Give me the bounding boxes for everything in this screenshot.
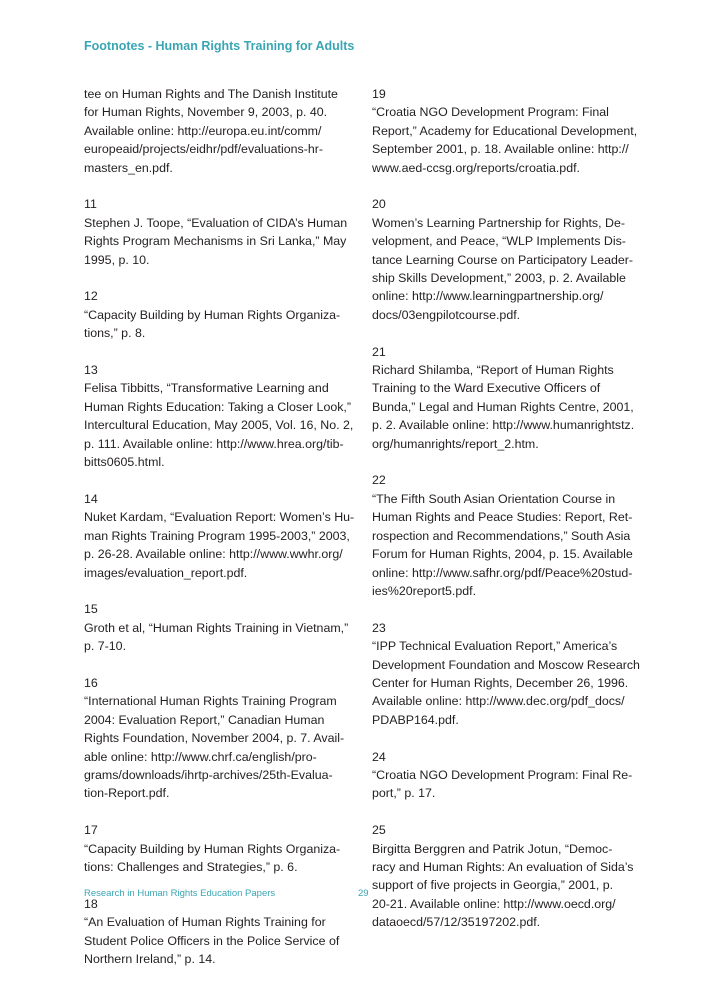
footnote-line: Student Police Officers in the Police Service of [84,933,340,948]
footnote-line: 2004: Evaluation Report,” Canadian Human [84,712,325,727]
footnote-line: tion-Report.pdf. [84,786,170,801]
footnote-line: tions,” p. 8. [84,326,146,341]
footnote-entry [84,361,354,471]
footnote-line: online: http://www.learningpartnership.org/ [372,289,604,304]
footnote-line: 13 [84,363,98,378]
footnote-entry [84,674,354,803]
footnote-line: Nuket Kardam, “Evaluation Report: Women’s Hu- [84,510,355,525]
footnote-entry [372,748,642,803]
footnote-line: 20 [372,197,386,212]
footnote-line: www.aed-ccsg.org/reports/croatia.pdf. [372,160,580,175]
footnote-line: Development Foundation and Moscow Research [372,657,640,672]
footnote-entry [84,490,354,582]
footnote-entry [84,600,354,655]
footnote-line: 19 [372,87,386,101]
footnote-line: support of five projects in Georgia,” 2001, p. [372,878,614,893]
footnote-line: Human Rights Education: Taking a Closer Look,” [84,399,351,414]
footnote-line: 24 [372,749,386,764]
footnote-entry [372,343,642,453]
footnote-line: 16 [84,675,98,690]
footnote-entry [372,195,642,324]
footnote-line: “An Evaluation of Human Rights Training for [84,915,326,930]
footnote-entry [84,85,354,177]
footnote-entry [372,471,642,600]
footnote-line: ship Skills Development,” 2003, p. 2. Available [372,271,626,286]
footnote-line: p. 2. Available online: http://www.humanrightstz. [372,418,635,433]
footnote-line: 12 [84,289,98,304]
footnote-line: bitts0605.html. [84,455,165,470]
page-header-title: Footnotes - Human Rights Training for Adults [84,39,355,53]
footnote-line: tions: Challenges and Strategies,” p. 6. [84,859,298,874]
footnote-entry [372,821,642,931]
footnote-line: “Croatia NGO Development Program: Final Re- [372,767,633,782]
footnote-line: Groth et al, “Human Rights Training in Vietnam,” [84,620,349,635]
footnote-line: Felisa Tibbitts, “Transformative Learning and [84,381,329,396]
footnote-line: Rights Foundation, November 2004, p. 7. Avail- [84,731,345,746]
footnote-line: grams/downloads/ihrtp-archives/25th-Evalua- [84,767,333,782]
footnote-line: “The Fifth South Asian Orientation Course in [372,491,616,506]
footnote-line: Available online: http://europa.eu.int/comm/ [84,123,322,138]
footnote-entry [84,287,354,342]
footnote-line: Richard Shilamba, “Report of Human Rights [372,363,614,378]
footnotes-right-column [372,85,642,950]
footnote-line: “Croatia NGO Development Program: Final [372,105,609,120]
footnote-entry [84,895,354,969]
footnote-line: able online: http://www.chrf.ca/english/pro- [84,749,317,764]
footnote-line: 20-21. Available online: http://www.oecd.org/ [372,896,616,911]
footnote-line: 21 [372,344,386,359]
footnote-entry [84,195,354,269]
footnote-line: “IPP Technical Evaluation Report,” America’s [372,639,618,654]
footnote-line: 11 [84,197,97,212]
footnote-line: velopment, and Peace, “WLP Implements Dis- [372,234,626,249]
footnote-line: 25 [372,823,386,838]
footnote-line: Available online: http://www.dec.org/pdf_docs/ [372,694,625,709]
footnote-line: tance Learning Course on Participatory Leader- [372,252,634,267]
footnote-line: p. 111. Available online: http://www.hrea.org/tib- [84,436,344,451]
footnote-line: Forum for Human Rights, 2004, p. 15. Available [372,547,633,562]
footnote-line: Center for Human Rights, December 26, 1996. [372,675,629,690]
footnote-line: 14 [84,491,98,506]
footnote-line: 1995, p. 10. [84,252,150,267]
footnote-line: ies%20report5.pdf. [372,583,477,598]
footnote-line: for Human Rights, November 9, 2003, p. 40. [84,105,328,120]
footnote-line: Birgitta Berggren and Patrik Jotun, “Democ- [372,841,613,856]
footnote-line: europeaid/projects/eidhr/pdf/evaluations-hr- [84,142,324,157]
footnote-line: 15 [84,602,98,617]
footnote-entry [372,619,642,729]
footnote-line: rospection and Recommendations,” South Asia [372,528,631,543]
footer-series-title: Research in Human Rights Education Papers [84,888,276,899]
footnote-line: Women’s Learning Partnership for Rights, De- [372,215,625,230]
footnote-line: dataoecd/57/12/35197202.pdf. [372,915,541,930]
footnote-line: p. 26-28. Available online: http://www.wwhr.org/ [84,547,343,562]
footnote-line: “Capacity Building by Human Rights Organiza- [84,307,341,322]
footnote-line: docs/03engpilotcourse.pdf. [372,307,521,322]
footnote-line: org/humanrights/report_2.htm. [372,436,539,451]
footnote-line: Intercultural Education, May 2005, Vol. 16, No. 2, [84,418,354,433]
footnote-line: Rights Program Mechanisms in Sri Lanka,” May [84,234,347,249]
footnote-line: Bunda,” Legal and Human Rights Centre, 2001, [372,399,634,414]
footnote-line: online: http://www.safhr.org/pdf/Peace%20stud- [372,565,633,580]
footnote-line: 22 [372,473,386,488]
footnote-entry [84,821,354,876]
footnote-line: man Rights Training Program 1995-2003,” 2003, [84,528,350,543]
footnote-line: September 2001, p. 18. Available online: http:// [372,142,629,157]
footnote-line: “Capacity Building by Human Rights Organiza- [84,841,341,856]
footnote-line: 23 [372,620,386,635]
footnote-line: 18 [84,896,98,911]
footnote-line: Northern Ireland,” p. 14. [84,951,216,966]
page-number: 29 [358,888,369,899]
footnote-line: images/evaluation_report.pdf. [84,565,248,580]
footnote-line: Human Rights and Peace Studies: Report, Ret- [372,510,633,525]
footnote-line: “International Human Rights Training Program [84,694,337,709]
footnote-line: p. 7-10. [84,639,127,654]
footnote-line: masters_en.pdf. [84,160,173,175]
footnotes-left-column [84,85,354,987]
footnote-line: port,” p. 17. [372,786,436,801]
footnote-line: Report,” Academy for Educational Development, [372,123,638,138]
footnote-line: racy and Human Rights: An evaluation of Sida’s [372,859,634,874]
footnote-line: tee on Human Rights and The Danish Institute [84,87,338,101]
footnote-entry [372,85,642,177]
footnote-line: Training to the Ward Executive Officers of [372,381,601,396]
footnote-line: PDABP164.pdf. [372,712,459,727]
footnote-line: Stephen J. Toope, “Evaluation of CIDA’s Human [84,215,348,230]
footnote-line: 17 [84,823,98,838]
